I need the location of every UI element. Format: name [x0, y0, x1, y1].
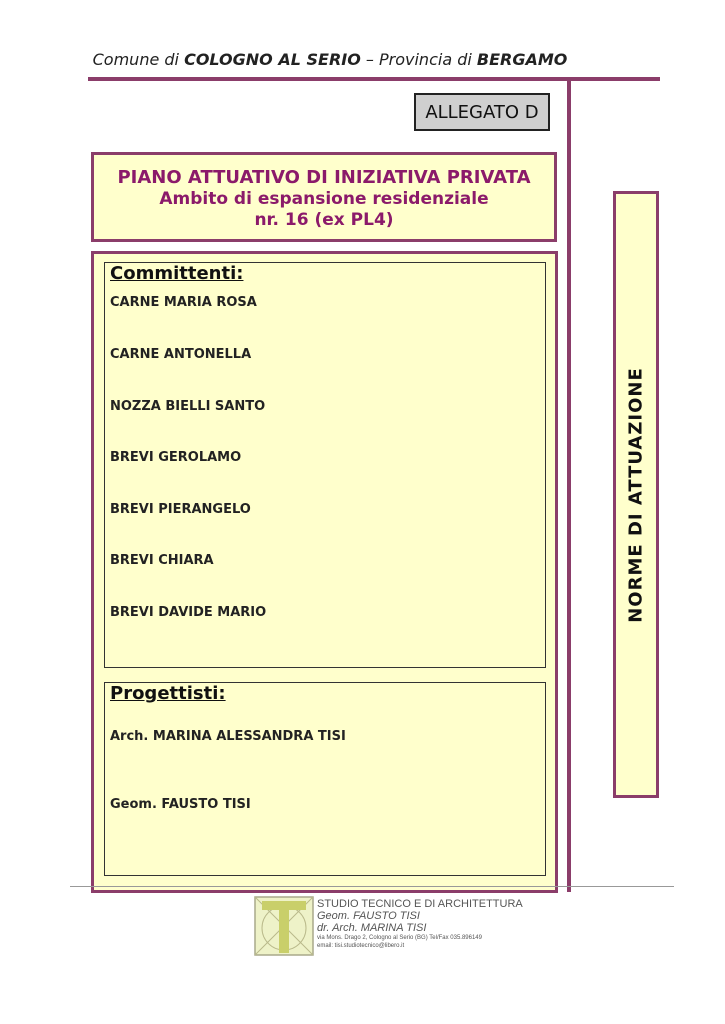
allegato-label: ALLEGATO D [414, 93, 550, 131]
title-line-1: PIANO ATTUATIVO DI INIZIATIVA PRIVATA [117, 167, 531, 188]
header-middle: – Provincia di [360, 50, 477, 69]
title-line-3: nr. 16 (ex PL4) [254, 210, 394, 230]
main-box [91, 251, 558, 893]
committente-name: NOZZA BIELLI SANTO [110, 399, 266, 414]
progettisti-section [104, 682, 546, 876]
progettista-name: Geom. FAUSTO TISI [110, 797, 251, 812]
page-header [90, 50, 570, 69]
committente-name: BREVI CHIARA [110, 553, 214, 568]
studio-block [317, 898, 523, 950]
footer-rule [70, 886, 674, 887]
progettista-name: Arch. MARINA ALESSANDRA TISI [110, 729, 346, 744]
committente-name: CARNE ANTONELLA [110, 347, 252, 362]
vertical-rule [567, 80, 571, 892]
committenti-heading: Committenti: [110, 263, 244, 284]
committenti-section [104, 262, 546, 668]
title-box [91, 152, 557, 242]
header-rule [88, 77, 660, 81]
header-prefix: Comune di [92, 50, 185, 69]
committente-name: BREVI PIERANGELO [110, 502, 251, 517]
studio-name: STUDIO TECNICO E DI ARCHITETTURA [317, 898, 523, 910]
header-provincia: BERGAMO [476, 50, 568, 69]
committente-name: CARNE MARIA ROSA [110, 295, 257, 310]
studio-address: via Mons. Drago 2, Cologno al Serio (BG) Tel/Fax 035.896149 [317, 935, 482, 941]
progettisti-heading: Progettisti: [110, 683, 226, 704]
studio-email: email: tisi.studiotecnico@libero.it [317, 943, 405, 949]
studio-arch: dr. Arch. MARINA TISI [317, 922, 427, 934]
side-label: NORME DI ATTUAZIONE [625, 366, 647, 623]
committente-name: BREVI DAVIDE MARIO [110, 605, 267, 620]
header-comune: COLOGNO AL SERIO [184, 50, 361, 69]
title-line-2: Ambito di espansione residenziale [159, 189, 489, 209]
studio-geom: Geom. FAUSTO TISI [317, 910, 420, 922]
committente-name: BREVI GEROLAMO [110, 450, 242, 465]
studio-logo-icon [254, 896, 314, 956]
side-label-box [613, 191, 659, 798]
